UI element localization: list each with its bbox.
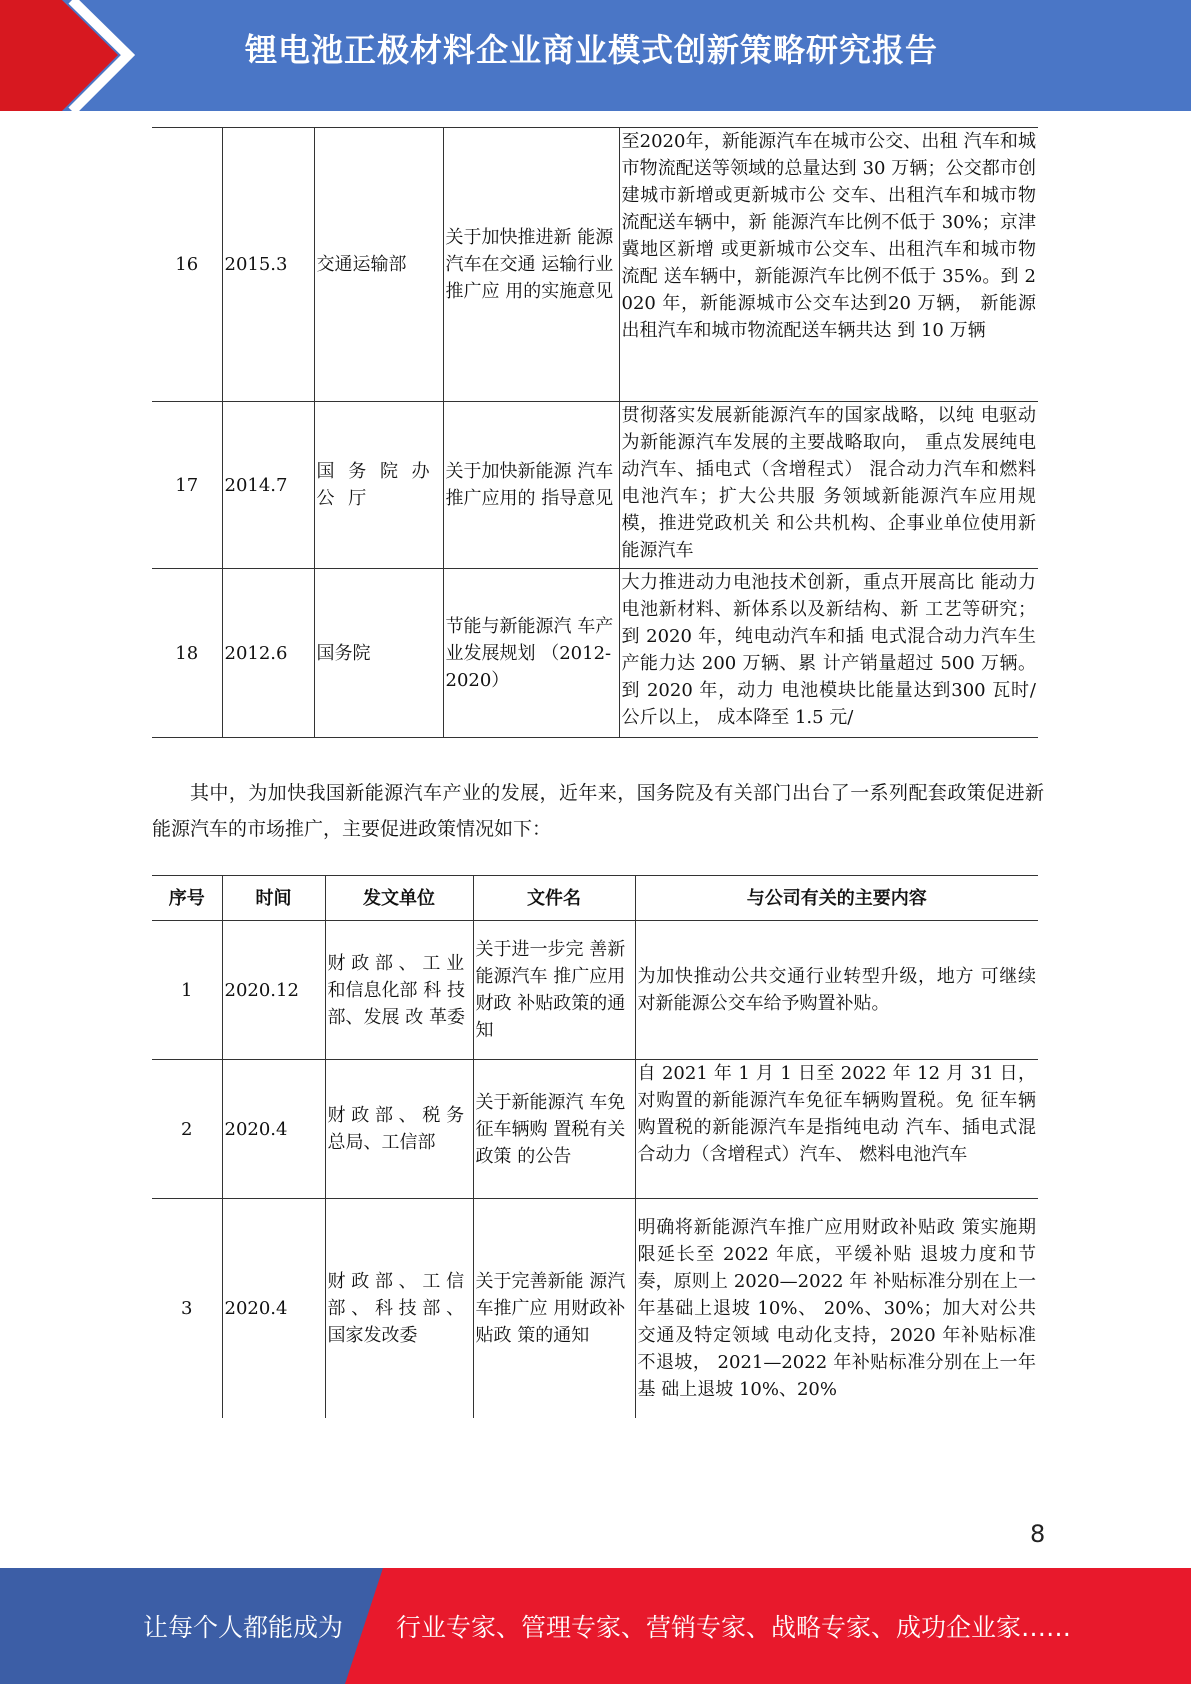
page-header	[0, 0, 1191, 111]
header-content: 与公司有关的主要内容	[635, 876, 1038, 921]
footer-slogan-right: 行业专家、管理专家、营销专家、战略专家、成功企业家……	[396, 1613, 1072, 1642]
header-issuer: 发文单位	[325, 876, 473, 921]
header-chevron-decoration	[0, 0, 160, 111]
row-document: 关于进一步完 善新能源汽车 推广应用财政 补贴政策的通 知	[473, 921, 635, 1060]
row-number: 2	[152, 1060, 222, 1199]
row-date: 2014.7	[222, 402, 314, 569]
row-content: 贯彻落实发展新能源汽车的国家战略，以纯 电驱动为新能源汽车发展的主要战略取向， 重点发展纯电动汽车、插电式（含增程式） 混合动力汽车和燃料电池汽车；扩大公共服 务领域新能源汽车应用规模，推进党政机关 和公共机构、企事业单位使用新能源汽车	[619, 402, 1038, 569]
row-document: 节能与新能源汽 车产业发展规划 （2012-2020）	[443, 569, 619, 738]
row-content: 至2020年，新能源汽车在城市公交、出租 汽车和城市物流配送等领域的总量达到 30 万辆；公交都市创建城市新增或更新城市公 交车、出租汽车和城市物流配送车辆中，新 能源汽车比例不低于 30%；京津冀地区新增 或更新城市公交车、出租汽车和城市物流配 送车辆中，新能源汽车比例不低于 35%。到 2020 年，新能源城市公交车达到20 万辆， 新能源出租汽车和城市物流配送车辆共达 到 10 万辆	[619, 128, 1038, 402]
row-number: 1	[152, 921, 222, 1060]
row-content-text: 大力推进动力电池技术创新，重点开展高比 能动力电池新材料、新体系以及新结构、新 工艺等研究；到 2020 年，纯电动汽车和插 电式混合动力汽车生产能力达 200 万辆、累 计产销量超过 500 万辆。到 2020 年，动力 电池模块比能量达到300 瓦时/公斤以上， 成本降至 1.5 元/	[621, 572, 1036, 728]
row-issuer: 国务院	[314, 569, 443, 738]
footer-slogan-left: 让每个人都能成为	[143, 1613, 344, 1642]
header-document: 文件名	[473, 876, 635, 921]
row-document: 关于加快新能源 汽车推广应用的 指导意见	[443, 402, 619, 569]
table-header-row	[152, 876, 1038, 921]
row-number: 18	[152, 569, 222, 738]
row-document: 关于加快推进新 能源汽车在交通 运输行业推广应 用的实施意见	[443, 128, 619, 402]
row-issuer: 财 政 部 、 工 业 和信息化部 科 技部、发展 改 革委	[325, 921, 473, 1060]
table-row	[152, 402, 1038, 569]
page-footer	[0, 1568, 1191, 1684]
row-content: 自 2021 年 1 月 1 日至 2022 年 12 月 31 日，对购置的新能源汽车免征车辆购置税。免 征车辆购置税的新能源汽车是指纯电动 汽车、插电式混合动力（含增程式）汽车、 燃料电池汽车	[635, 1060, 1038, 1199]
row-date: 2012.6	[222, 569, 314, 738]
row-issuer: 国 务 院 办 公 厅	[314, 402, 443, 569]
table-row	[152, 1199, 1038, 1418]
table-row	[152, 569, 1038, 738]
row-date: 2015.3	[222, 128, 314, 402]
row-issuer: 财 政 部 、 税 务 总局、工信部	[325, 1060, 473, 1199]
table-row	[152, 1060, 1038, 1199]
row-issuer: 交通运输部	[314, 128, 443, 402]
policy-table-continued	[152, 127, 1038, 738]
row-number: 3	[152, 1199, 222, 1418]
header-date: 时间	[222, 876, 325, 921]
row-date: 2020.12	[222, 921, 325, 1060]
row-content	[619, 569, 1038, 738]
body-paragraph: 其中，为加快我国新能源汽车产业的发展，近年来，国务院及有关部门出台了一系列配套政策促进新能源汽车的市场推广，主要促进政策情况如下：	[152, 782, 1044, 840]
row-date: 2020.4	[222, 1060, 325, 1199]
table-row	[152, 921, 1038, 1060]
row-content: 明确将新能源汽车推广应用财政补贴政 策实施期限延长至 2022 年底，平缓补贴 退坡力度和节奏，原则上 2020—2022 年 补贴标准分别在上一年基础上退坡 10%、 20%、30%；加大对公共交通及特定领域 电动化支持，2020 年补贴标准不退坡， 2021—2022 年补贴标准分别在上一年基 础上退坡 10%、20%	[635, 1199, 1038, 1418]
row-document: 关于新能源汽 车免征车辆购 置税有关政策 的公告	[473, 1060, 635, 1199]
table-row	[152, 128, 1038, 402]
row-number: 17	[152, 402, 222, 569]
row-number: 16	[152, 128, 222, 402]
row-content: 为加快推动公共交通行业转型升级，地方 可继续对新能源公交车给予购置补贴。	[635, 921, 1038, 1060]
header-number: 序号	[152, 876, 222, 921]
row-date: 2020.4	[222, 1199, 325, 1418]
policy-table	[152, 875, 1038, 1418]
row-issuer: 财 政 部 、 工 信 部 、 科 技 部 、 国家发改委	[325, 1199, 473, 1418]
report-title: 锂电池正极材料企业商业模式创新策略研究报告	[245, 31, 939, 69]
page-number: 8	[1030, 1520, 1046, 1548]
row-document: 关于完善新能 源汽车推广应 用财政补贴政 策的通知	[473, 1199, 635, 1418]
